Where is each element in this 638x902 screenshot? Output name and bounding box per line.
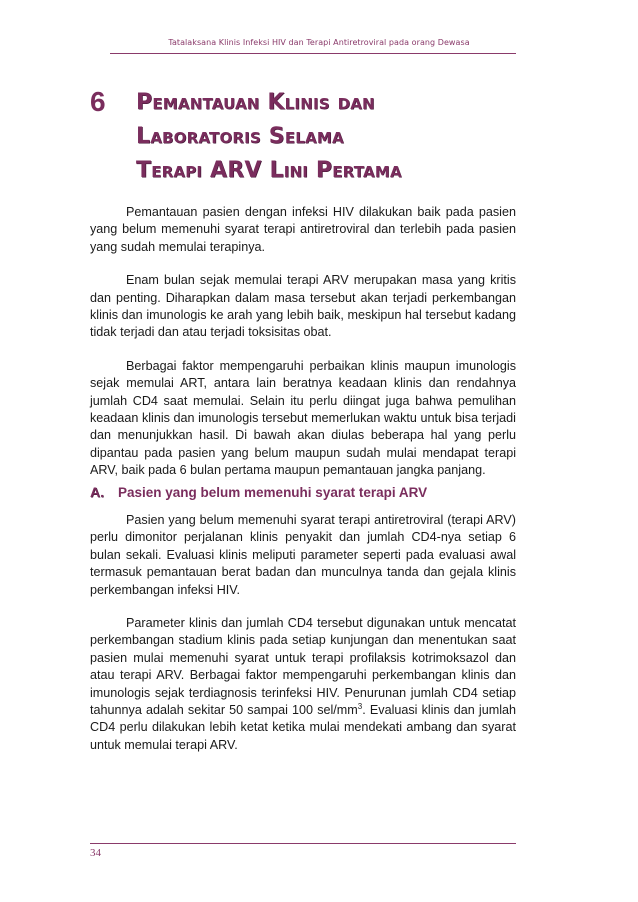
intro-paragraph-1: Pemantauan pasien dengan infeksi HIV dilakukan baik pada pasien yang belum memenuhi syarat terapi antiretroviral dan terlebih pada pasien yang sudah memulai terapinya. — [90, 205, 516, 254]
footer-rule — [90, 843, 516, 844]
section-a-letter: A. — [90, 484, 104, 500]
section-a-title: Pasien yang belum memenuhi syarat terapi ARV — [118, 485, 428, 500]
chapter-title — [136, 86, 402, 188]
section-a-paragraph-1: Pasien yang belum memenuhi syarat terapi antiretroviral (terapi ARV) perlu dimonitor perjalanan klinis penyakit dan jumlah CD4-nya setiap 6 bulan sekali. Evaluasi klinis meliputi parameter seperti pada evaluasi awal termasuk pemantauan berat badan dan munculnya tanda dan gejala klinis perkembangan infeksi HIV. — [90, 513, 516, 597]
chapter-title-line-1: Pemantauan Klinis dan — [136, 90, 375, 115]
intro-paragraph-3: Berbagai faktor mempengaruhi perbaikan klinis maupun imunologis sejak memulai ART, antara lain beratnya keadaan klinis dan rendahnya jumlah CD4 saat memulai. Selain itu perlu diingat juga bahwa pemulihan keadaan klinis dan imunologis tersebut memerlukan waktu untuk bisa terjadi dan menunjukkan hasil. Di bawah akan diulas beberapa hal yang perlu dipantau pada pasien yang belum maupun sudah mulai mendapat terapi ARV, baik pada 6 bulan pertama maupun pemantauan jangka panjang. — [90, 358, 516, 478]
section-a-paragraph-2 — [90, 615, 516, 754]
running-header: Tatalaksana Klinis Infeksi HIV dan Terapi Antiretroviral pada orang Dewasa — [168, 38, 470, 47]
section-a-paragraph-2-text-end: . Evaluasi klinis dan jumlah CD4 perlu dilakukan lebih ketat ketika mulai mendekati ambang dan syarat untuk memulai terapi ARV. — [90, 703, 517, 752]
superscript-3: 3 — [357, 701, 363, 711]
chapter-title-line-2: Laboratoris Selama — [136, 124, 344, 149]
page-number: 34 — [90, 847, 101, 859]
section-a-heading — [90, 484, 530, 500]
section-a-paragraph-2-text: Parameter klinis dan jumlah CD4 tersebut digunakan untuk mencatat perkembangan stadium klinis pada setiap kunjungan dan menentukan saat pasien mulai memenuhi syarat untuk terapi profilaksis kotrimoksazol dan atau terapi ARV. Berbagai faktor mempengaruhi perkembangan klinis dan imunologis sejak terdiagnosis terinfeksi HIV. Penurunan jumlah CD4 setiap tahunnya adalah sekitar 50 sampai 100 sel/mm — [90, 616, 516, 718]
section-a-text — [90, 512, 516, 754]
header-rule — [110, 53, 516, 54]
chapter-title-line-3: Terapi ARV Lini Pertama — [136, 158, 402, 183]
intro-text — [90, 204, 516, 480]
chapter-number: 6 — [90, 86, 106, 117]
intro-paragraph-2: Enam bulan sejak memulai terapi ARV merupakan masa yang kritis dan penting. Diharapkan dalam masa tersebut akan terjadi perkembangan klinis dan imunologis ke arah yang lebih baik, meskipun hal tersebut kadang tidak terjadi dan atau terjadi toksisitas obat. — [90, 273, 516, 340]
